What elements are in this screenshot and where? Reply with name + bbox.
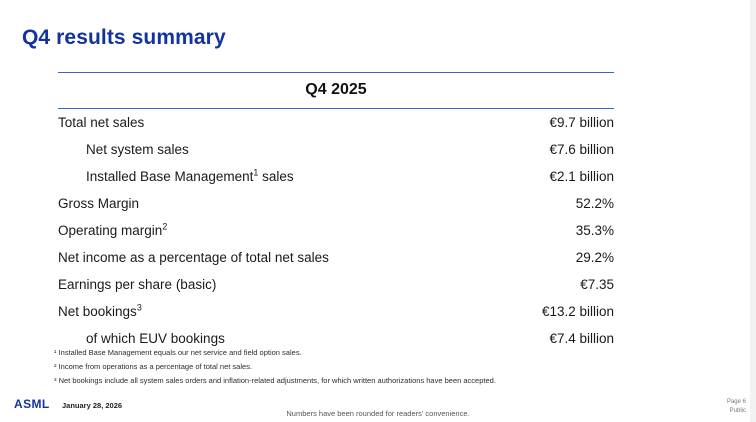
row-label: Net income as a percentage of total net sales [58, 250, 329, 265]
table-row [58, 271, 614, 298]
footnote-3: ³ Net bookings include all system sales orders and inflation-related adjustments, for which written authorizations have been accepted. [54, 375, 496, 385]
table-row [58, 298, 614, 325]
row-label: of which EUV bookings [86, 331, 225, 346]
row-label: Total net sales [58, 115, 145, 130]
slide-footer [0, 388, 756, 422]
footnote-2: ² Income from operations as a percentage of total net sales. [54, 361, 253, 371]
table-row [58, 163, 614, 190]
row-label: Earnings per share (basic) [58, 277, 217, 292]
table-header-period: Q4 2025 [305, 81, 367, 98]
footnotes-block [54, 346, 654, 388]
row-label: Gross Margin [58, 196, 140, 211]
row-value: €9.7 billion [549, 115, 614, 130]
scroll-strip [750, 0, 756, 422]
asml-logo: ASML [14, 397, 50, 411]
row-value: 29.2% [575, 250, 614, 265]
table-row [58, 136, 614, 163]
footer-page-info [727, 398, 746, 416]
footnote-marker: 2 [162, 221, 168, 232]
footer-date: January 28, 2026 [62, 401, 123, 410]
row-label: Installed Base Management$^1$ sales [86, 167, 294, 184]
footer-classification: Public [729, 408, 746, 414]
financials-table [58, 109, 614, 352]
row-label: Operating margin$^2$ [58, 221, 168, 238]
row-value: €2.1 billion [549, 169, 614, 184]
table-row [58, 190, 614, 217]
footnote-marker: 3 [136, 302, 142, 313]
row-value: €7.6 billion [549, 142, 614, 157]
table-row [58, 217, 614, 244]
row-label: Net system sales [86, 142, 189, 157]
table-row [58, 109, 614, 136]
page-title: Q4 results summary [22, 26, 226, 49]
table-row [58, 244, 614, 271]
footer-page-number: Page 6 [726, 399, 746, 405]
footnote-1: ¹ Installed Base Management equals our net service and field option sales. [54, 348, 302, 357]
footer-note: Numbers have been rounded for readers' convenience. [286, 409, 470, 418]
results-table [58, 72, 614, 352]
row-value: 52.2% [575, 196, 614, 211]
row-value: €7.4 billion [549, 331, 614, 346]
row-label: Net bookings$^3$ [58, 302, 142, 319]
row-value: €13.2 billion [541, 304, 614, 319]
row-value: 35.3% [575, 223, 614, 238]
row-value: €7.35 [580, 277, 614, 292]
footnote-marker: 1 [253, 167, 259, 178]
